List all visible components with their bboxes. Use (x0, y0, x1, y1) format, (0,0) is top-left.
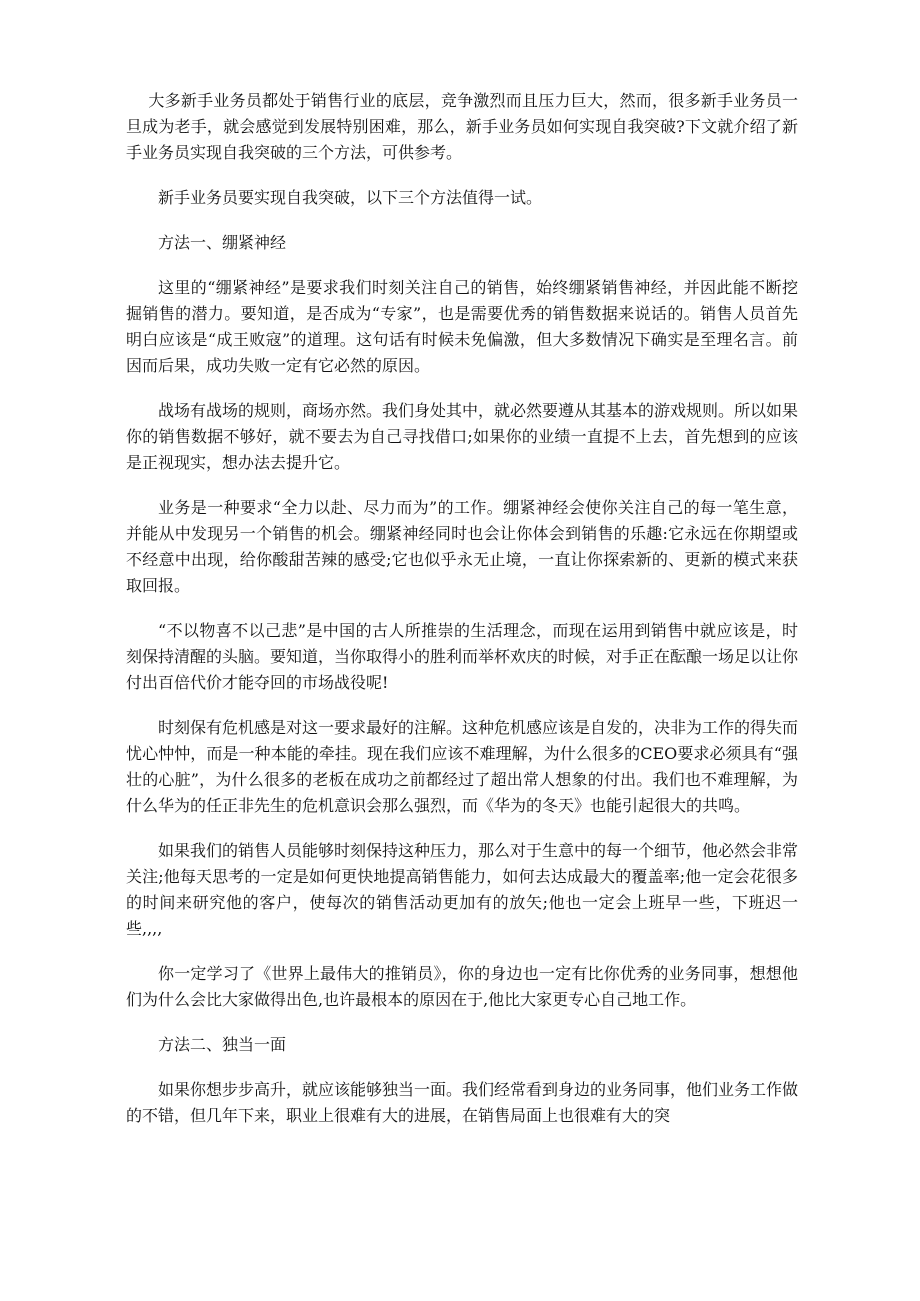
method-two-heading: 方法二、独当一面 (158, 1035, 287, 1054)
body-paragraph: 如果你想步步高升，就应该能够独当一面。我们经常看到身边的业务同事，他们业务工作做的不错，但几年下来，职业上很难有大的进展，在销售局面上也很难有大的突 (126, 1080, 799, 1125)
body-paragraph: 如果我们的销售人员能够时刻保持这种压力，那么对于生意中的每一个细节，他必然会非常关注;他每天思考的一定是如何更快地提高销售能力，如何去达成最大的覆盖率;他一定会花很多的时间来研究他的客户，使每次的销售活动更加有的放矢;他也一定会上班早一些，下班迟一些,,,, (126, 841, 799, 938)
body-paragraph: 战场有战场的规则，商场亦然。我们身处其中，就必然要遵从其基本的游戏规则。所以如果你的销售数据不够好，就不要去为自己寻找借口;如果你的业绩一直提不上去，首先想到的应该是正视现实，想办法去提升它。 (126, 401, 799, 472)
document-page (126, 88, 798, 1148)
method-one-heading: 方法一、绷紧神经 (158, 233, 287, 252)
summary-paragraph: 新手业务员要实现自我突破，以下三个方法值得一试。 (158, 188, 543, 207)
body-paragraph: “不以物喜不以己悲”是中国的古人所推崇的生活理念，而现在运用到销售中就应该是，时刻保持清醒的头脑。要知道，当你取得小的胜利而举杯欢庆的时候，对手正在酝酿一场足以让你付出百倍代价才能夺回的市场战役呢! (126, 621, 799, 692)
body-paragraph: 时刻保有危机感是对这一要求最好的注解。这种危机感应该是自发的，决非为工作的得失而忧心忡忡，而是一种本能的牵挂。现在我们应该不难理解，为什么很多的CEO要求必须具有“强壮的心脏”，为什么很多的老板在成功之前都经过了超出常人想象的付出。我们也不难理解，为什么华为的任正非先生的危机意识会那么强烈，而《华为的冬天》也能引起很大的共鸣。 (126, 718, 799, 815)
body-paragraph: 业务是一种要求“全力以赴、尽力而为”的工作。绷紧神经会使你关注自己的每一笔生意，并能从中发现另一个销售的机会。绷紧神经同时也会让你体会到销售的乐趣:它永远在你期望或不经意中出现，给你酸甜苦辣的感受;它也似乎永无止境，一直让你探索新的、更新的模式来获取回报。 (126, 498, 798, 595)
body-paragraph: 这里的“绷紧神经”是要求我们时刻关注自己的销售，始终绷紧销售神经，并因此能不断挖掘销售的潜力。要知道，是否成为“专家”，也是需要优秀的销售数据来说话的。销售人员首先明白应该是“成王败寇”的道理。这句话有时候未免偏激，但大多数情况下确实是至理名言。前因而后果，成功失败一定有它必然的原因。 (126, 278, 798, 375)
intro-paragraph: 大多新手业务员都处于销售行业的底层，竞争激烈而且压力巨大，然而，很多新手业务员一旦成为老手，就会感觉到发展特别困难，那么，新手业务员如何实现自我突破?下文就介绍了新手业务员实现自我突破的三个方法，可供参考。 (126, 91, 798, 162)
body-paragraph: 你一定学习了《世界上最伟大的推销员》，你的身边也一定有比你优秀的业务同事，想想他们为什么会比大家做得出色,也许最根本的原因在于,他比大家更专心自己地工作。 (126, 964, 798, 1009)
